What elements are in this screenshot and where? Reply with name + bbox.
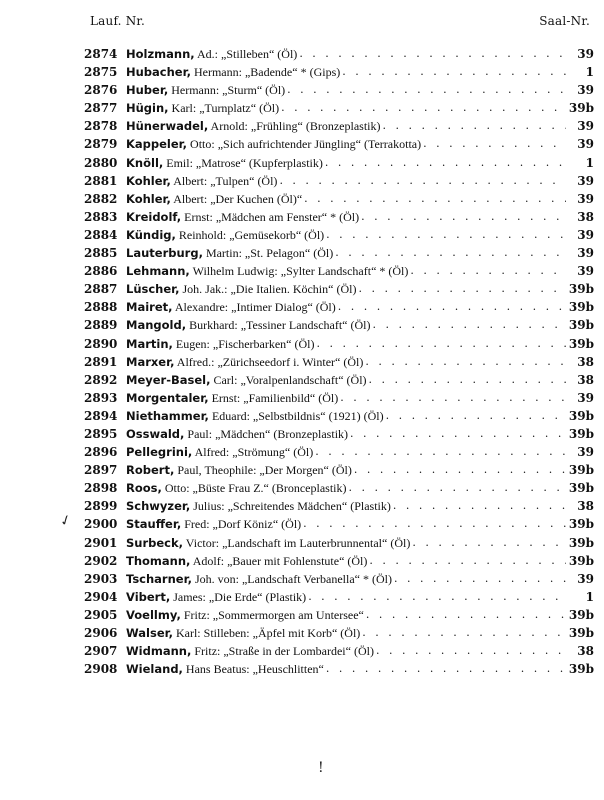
room-number: 39b bbox=[568, 463, 594, 478]
entry-body bbox=[126, 117, 568, 135]
entry-number: 2897 bbox=[84, 463, 118, 478]
entry-text bbox=[126, 81, 285, 99]
entry-text bbox=[126, 588, 306, 606]
artist-name: Surbeck, bbox=[126, 535, 184, 550]
artist-name: Martin, bbox=[126, 336, 173, 351]
entry-body bbox=[126, 624, 568, 642]
artist-name: Marxer, bbox=[126, 354, 175, 369]
entry-body bbox=[126, 335, 568, 353]
entry-number: 2892 bbox=[84, 372, 118, 387]
entry-body bbox=[126, 570, 568, 588]
artwork-description: Alfred: „Strömung“ (Öl) bbox=[192, 445, 314, 460]
list-item bbox=[84, 316, 594, 334]
artist-name: Osswald, bbox=[126, 426, 185, 441]
entry-text bbox=[126, 660, 324, 678]
leader-dots bbox=[361, 208, 566, 226]
entry-number: 2889 bbox=[84, 318, 118, 333]
artwork-description: Karl: Stilleben: „Äpfel mit Korb“ (Öl) bbox=[172, 626, 361, 640]
room-number: 39 bbox=[577, 47, 594, 61]
room-number: 39b bbox=[568, 535, 594, 550]
entry-number: 2908 bbox=[84, 662, 118, 677]
entry-number: 2907 bbox=[84, 644, 118, 659]
artwork-description: Carl: „Voralpenlandschaft“ (Öl) bbox=[210, 372, 367, 387]
entry-body bbox=[126, 425, 568, 443]
leader-dots bbox=[369, 371, 566, 389]
artist-name: Kreidolf, bbox=[126, 209, 182, 224]
entry-text bbox=[126, 642, 374, 660]
entry-number: 2902 bbox=[84, 553, 118, 568]
entry-number: 2879 bbox=[84, 137, 118, 152]
room-number: 39 bbox=[577, 571, 594, 586]
room-number: 39 bbox=[577, 137, 594, 152]
artwork-description: Martin: „St. Pelagon“ (Öl) bbox=[202, 246, 334, 261]
entry-number: 2882 bbox=[84, 191, 118, 206]
room-number: 38 bbox=[577, 499, 594, 514]
leader-dots bbox=[358, 280, 566, 298]
leader-dots bbox=[325, 154, 566, 172]
entry-text bbox=[126, 154, 323, 172]
room-number: 39 bbox=[577, 83, 594, 98]
list-item bbox=[84, 353, 594, 371]
room-number: 1 bbox=[585, 155, 594, 170]
artwork-description: Joh. Jak.: „Die Italien. Köchin“ (Öl) bbox=[179, 282, 357, 297]
list-item bbox=[84, 244, 594, 262]
entry-body bbox=[126, 407, 568, 425]
artwork-description: Arnold: „Frühling“ (Bronzeplastik) bbox=[208, 119, 381, 134]
list-item bbox=[84, 407, 594, 425]
room-number: 39b bbox=[568, 626, 594, 640]
list-item bbox=[84, 208, 594, 226]
entry-body bbox=[126, 154, 568, 172]
entry-text bbox=[126, 497, 391, 515]
entry-text bbox=[126, 479, 347, 497]
artist-name: Widmann, bbox=[126, 644, 192, 659]
leader-dots bbox=[304, 190, 566, 208]
leader-dots bbox=[362, 624, 566, 642]
entry-number: 2876 bbox=[84, 83, 118, 98]
entry-number: 2904 bbox=[84, 589, 118, 604]
artwork-description: Ernst: „Familienbild“ (Öl) bbox=[208, 390, 339, 405]
leader-dots bbox=[350, 425, 566, 443]
entry-number: 2890 bbox=[84, 336, 118, 351]
entry-number: 2898 bbox=[84, 481, 118, 496]
entry-body bbox=[126, 63, 568, 81]
entry-number: 2894 bbox=[84, 408, 118, 423]
entry-text bbox=[126, 190, 302, 208]
artist-name: Voellmy, bbox=[126, 607, 181, 622]
entry-number: 2880 bbox=[84, 155, 118, 170]
entry-body bbox=[126, 443, 568, 461]
artist-name: Vibert, bbox=[126, 589, 171, 604]
entry-text bbox=[126, 570, 392, 588]
entry-text bbox=[126, 425, 348, 443]
entry-text bbox=[126, 443, 313, 461]
list-item bbox=[84, 190, 594, 208]
artist-name: Stauffer, bbox=[126, 517, 182, 532]
entry-body bbox=[126, 280, 568, 298]
room-number: 39 bbox=[577, 119, 594, 134]
artwork-description: Paul: „Mädchen“ (Bronzeplastik) bbox=[184, 426, 349, 441]
list-item bbox=[84, 660, 594, 678]
room-number: 39b bbox=[568, 101, 594, 116]
entry-body bbox=[126, 81, 568, 99]
list-item bbox=[84, 81, 594, 99]
entry-body bbox=[126, 135, 568, 153]
entry-body bbox=[126, 642, 568, 660]
room-number: 38 bbox=[577, 354, 594, 369]
entry-number: 2901 bbox=[84, 535, 118, 550]
artist-name: Mairet, bbox=[126, 300, 173, 315]
list-item bbox=[84, 154, 594, 172]
list-item bbox=[84, 135, 594, 153]
artwork-description: Reinhold: „Gemüsekorb“ (Öl) bbox=[175, 227, 325, 242]
artist-name: Morgentaler, bbox=[126, 390, 209, 405]
list-item bbox=[84, 172, 594, 190]
room-number: 38 bbox=[577, 644, 594, 659]
entry-number: 2887 bbox=[84, 282, 118, 297]
entry-number: 2893 bbox=[84, 390, 118, 405]
entry-number: 2878 bbox=[84, 119, 118, 134]
artist-name: Mangold, bbox=[126, 318, 187, 333]
entry-body bbox=[126, 588, 568, 606]
artwork-description: Burkhard: „Tessiner Landschaft“ (Öl) bbox=[186, 318, 371, 333]
artwork-description: James: „Die Erde“ (Plastik) bbox=[170, 589, 307, 604]
list-item bbox=[84, 497, 594, 515]
room-number: 39b bbox=[568, 318, 594, 333]
entry-text bbox=[126, 226, 324, 244]
entry-body bbox=[126, 461, 568, 479]
list-item bbox=[84, 443, 594, 461]
artwork-description: Hermann: „Badende“ * (Gips) bbox=[190, 65, 341, 80]
entry-body bbox=[126, 479, 568, 497]
artist-name: Huber, bbox=[126, 83, 169, 98]
list-item bbox=[84, 515, 594, 533]
room-number: 39 bbox=[577, 390, 594, 405]
artwork-description: Eduard: „Selbstbildnis“ (1921) (Öl) bbox=[208, 408, 384, 423]
artist-name: Hubacher, bbox=[126, 65, 191, 80]
artist-name: Niethammer, bbox=[126, 408, 209, 423]
room-number: 39 bbox=[577, 246, 594, 261]
artist-name: Thomann, bbox=[126, 553, 191, 568]
artist-name: Kündig, bbox=[126, 227, 176, 242]
page-footer-mark: ! bbox=[318, 760, 324, 776]
artist-name: Knöll, bbox=[126, 155, 164, 170]
leader-dots bbox=[340, 389, 566, 407]
leader-dots bbox=[287, 81, 566, 99]
leader-dots bbox=[349, 479, 567, 497]
artist-name: Kohler, bbox=[126, 173, 171, 188]
list-item bbox=[84, 552, 594, 570]
artwork-description: Ernst: „Mädchen am Fenster“ * (Öl) bbox=[181, 209, 360, 224]
leader-dots bbox=[423, 135, 566, 153]
entry-number: 2888 bbox=[84, 300, 118, 315]
entry-text bbox=[126, 552, 367, 570]
artwork-description: Eugen: „Fischerbarken“ (Öl) bbox=[172, 336, 315, 351]
artwork-description: Hans Beatus: „Heuschlitten“ bbox=[182, 662, 324, 677]
header-saal-nr: Saal-Nr. bbox=[539, 14, 590, 28]
entry-body bbox=[126, 45, 568, 63]
artist-name: Robert, bbox=[126, 463, 175, 478]
entry-list bbox=[84, 45, 594, 678]
entry-text bbox=[126, 389, 338, 407]
entry-number: 2903 bbox=[84, 571, 118, 586]
artist-name: Hünerwadel, bbox=[126, 119, 209, 134]
artwork-description: Ad.: „Stilleben“ (Öl) bbox=[194, 47, 298, 61]
list-item bbox=[84, 534, 594, 552]
artist-name: Lehmann, bbox=[126, 264, 190, 279]
entry-body bbox=[126, 316, 568, 334]
entry-number: 2896 bbox=[84, 445, 118, 460]
room-number: 39b bbox=[568, 336, 594, 351]
artwork-description: Alfred.: „Zürichseedorf i. Winter“ (Öl) bbox=[174, 354, 364, 369]
leader-dots bbox=[299, 45, 566, 63]
list-item bbox=[84, 63, 594, 81]
entry-text bbox=[126, 606, 364, 624]
room-number: 39 bbox=[577, 227, 594, 242]
entry-body bbox=[126, 552, 568, 570]
entry-body bbox=[126, 298, 568, 316]
entry-number: 2881 bbox=[84, 173, 118, 188]
entry-body bbox=[126, 172, 568, 190]
entry-body bbox=[126, 262, 568, 280]
entry-text bbox=[126, 461, 352, 479]
list-item bbox=[84, 389, 594, 407]
room-number: 39b bbox=[568, 300, 594, 315]
leader-dots bbox=[338, 298, 566, 316]
room-number: 39b bbox=[568, 662, 594, 677]
entry-body bbox=[126, 226, 568, 244]
entry-number: 2906 bbox=[84, 626, 118, 640]
entry-body bbox=[126, 660, 568, 678]
artwork-description: Hermann: „Sturm“ (Öl) bbox=[168, 83, 286, 98]
artwork-description: Paul, Theophile: „Der Morgen“ (Öl) bbox=[174, 463, 352, 478]
entry-text bbox=[126, 172, 277, 190]
entry-text bbox=[126, 371, 367, 389]
leader-dots bbox=[335, 244, 566, 262]
entry-number: 2899 bbox=[84, 499, 118, 514]
leader-dots bbox=[383, 117, 566, 135]
artist-name: Kappeler, bbox=[126, 137, 188, 152]
entry-text bbox=[126, 515, 301, 533]
entry-text bbox=[126, 353, 363, 371]
room-number: 39b bbox=[568, 426, 594, 441]
entry-body bbox=[126, 371, 568, 389]
entry-number: 2874 bbox=[84, 47, 118, 61]
entry-text bbox=[126, 63, 340, 81]
room-number: 39b bbox=[568, 481, 594, 496]
entry-text bbox=[126, 117, 381, 135]
leader-dots bbox=[342, 63, 566, 81]
entry-body bbox=[126, 190, 568, 208]
entry-number: 2885 bbox=[84, 246, 118, 261]
entry-text bbox=[126, 624, 360, 642]
entry-text bbox=[126, 135, 421, 153]
artist-name: Meyer-Basel, bbox=[126, 372, 211, 387]
list-item bbox=[84, 262, 594, 280]
room-number: 39b bbox=[568, 517, 594, 532]
room-number: 38 bbox=[577, 372, 594, 387]
entry-number: 2905 bbox=[84, 607, 118, 622]
artwork-description: Karl: „Turnplatz“ (Öl) bbox=[168, 101, 280, 116]
entry-text bbox=[126, 208, 359, 226]
leader-dots bbox=[394, 570, 566, 588]
leader-dots bbox=[326, 660, 566, 678]
artwork-description: Fritz: „Sommermorgen am Untersee“ bbox=[180, 607, 364, 622]
room-number: 39b bbox=[568, 282, 594, 297]
entry-body bbox=[126, 515, 568, 533]
room-number: 39 bbox=[577, 445, 594, 460]
artwork-description: Albert: „Der Kuchen (Öl)“ bbox=[170, 191, 303, 206]
artwork-description: Victor: „Landschaft im Lauterbrunnental“ (Öl) bbox=[183, 535, 411, 550]
leader-dots bbox=[281, 99, 566, 117]
artwork-description: Adolf: „Bauer mit Fohlenstute“ (Öl) bbox=[190, 553, 368, 568]
artist-name: Tscharner, bbox=[126, 571, 192, 586]
entry-text bbox=[126, 280, 356, 298]
entry-text bbox=[126, 262, 408, 280]
room-number: 39b bbox=[568, 553, 594, 568]
list-item bbox=[84, 280, 594, 298]
artwork-description: Alexandre: „Intimer Dialog“ (Öl) bbox=[172, 300, 336, 315]
margin-check-mark: ✓ bbox=[57, 511, 75, 531]
entry-number: 2891 bbox=[84, 354, 118, 369]
artwork-description: Fritz: „Straße in der Lombardei“ (Öl) bbox=[191, 644, 374, 659]
list-item bbox=[84, 461, 594, 479]
leader-dots bbox=[410, 262, 566, 280]
list-item bbox=[84, 588, 594, 606]
header-lauf-nr: Lauf. Nr. bbox=[90, 14, 146, 28]
entry-number: 2886 bbox=[84, 264, 118, 279]
leader-dots bbox=[354, 461, 566, 479]
entry-body bbox=[126, 353, 568, 371]
entry-body bbox=[126, 208, 568, 226]
entry-text bbox=[126, 407, 384, 425]
list-item bbox=[84, 606, 594, 624]
room-number: 39 bbox=[577, 173, 594, 188]
artist-name: Lüscher, bbox=[126, 282, 180, 297]
artwork-description: Julius: „Schreitendes Mädchen“ (Plastik) bbox=[190, 499, 391, 514]
leader-dots bbox=[279, 172, 566, 190]
artwork-description: Otto: „Sich aufrichtender Jüngling“ (Terrakotta) bbox=[187, 137, 422, 152]
room-number: 39b bbox=[568, 408, 594, 423]
entry-number: 2884 bbox=[84, 227, 118, 242]
entry-number: 2895 bbox=[84, 426, 118, 441]
artist-name: Holzmann, bbox=[126, 47, 195, 61]
entry-text bbox=[126, 316, 371, 334]
list-item bbox=[84, 335, 594, 353]
room-number: 39 bbox=[577, 264, 594, 279]
artwork-description: Fred: „Dorf Köniz“ (Öl) bbox=[181, 517, 302, 532]
room-number: 1 bbox=[585, 589, 594, 604]
room-number: 38 bbox=[577, 209, 594, 224]
artist-name: Pellegrini, bbox=[126, 445, 193, 460]
entry-body bbox=[126, 99, 568, 117]
artist-name: Wieland, bbox=[126, 662, 183, 677]
list-item bbox=[84, 298, 594, 316]
leader-dots bbox=[376, 642, 566, 660]
entry-number: 2877 bbox=[84, 101, 118, 116]
artwork-description: Joh. von: „Landschaft Verbanella“ * (Öl) bbox=[191, 571, 392, 586]
artist-name: Walser, bbox=[126, 626, 173, 640]
list-item bbox=[84, 45, 594, 63]
entry-body bbox=[126, 244, 568, 262]
artist-name: Kohler, bbox=[126, 191, 171, 206]
room-number: 39 bbox=[577, 191, 594, 206]
leader-dots bbox=[373, 316, 566, 334]
leader-dots bbox=[315, 443, 566, 461]
leader-dots bbox=[303, 515, 566, 533]
artist-name: Hügin, bbox=[126, 101, 169, 116]
list-item bbox=[84, 642, 594, 660]
leader-dots bbox=[393, 497, 566, 515]
entry-number: 2883 bbox=[84, 209, 118, 224]
entry-body bbox=[126, 534, 568, 552]
room-number: 1 bbox=[585, 65, 594, 80]
artwork-description: Wilhelm Ludwig: „Sylter Landschaft“ * (Öl) bbox=[189, 264, 409, 279]
artist-name: Schwyzer, bbox=[126, 499, 191, 514]
list-item bbox=[84, 226, 594, 244]
list-item bbox=[84, 425, 594, 443]
entry-text bbox=[126, 99, 279, 117]
leader-dots bbox=[326, 226, 566, 244]
list-item bbox=[84, 570, 594, 588]
list-item bbox=[84, 117, 594, 135]
artwork-description: Otto: „Büste Frau Z.“ (Bronceplastik) bbox=[161, 481, 347, 496]
leader-dots bbox=[366, 606, 566, 624]
leader-dots bbox=[369, 552, 566, 570]
entry-text bbox=[126, 298, 336, 316]
artist-name: Lauterburg, bbox=[126, 246, 203, 261]
entry-number: 2900 bbox=[84, 517, 118, 532]
artist-name: Roos, bbox=[126, 481, 162, 496]
leader-dots bbox=[308, 588, 566, 606]
entry-body bbox=[126, 497, 568, 515]
entry-body bbox=[126, 606, 568, 624]
list-item bbox=[84, 479, 594, 497]
list-item bbox=[84, 99, 594, 117]
entry-text bbox=[126, 534, 410, 552]
artwork-description: Albert: „Tulpen“ (Öl) bbox=[170, 173, 278, 188]
artwork-description: Emil: „Matrose“ (Kupferplastik) bbox=[163, 155, 323, 170]
entry-text bbox=[126, 45, 297, 63]
leader-dots bbox=[412, 534, 566, 552]
entry-text bbox=[126, 244, 333, 262]
leader-dots bbox=[365, 353, 566, 371]
leader-dots bbox=[316, 335, 566, 353]
entry-text bbox=[126, 335, 314, 353]
list-item bbox=[84, 371, 594, 389]
leader-dots bbox=[386, 407, 566, 425]
room-number: 39b bbox=[568, 607, 594, 622]
list-item bbox=[84, 624, 594, 642]
entry-number: 2875 bbox=[84, 65, 118, 80]
entry-body bbox=[126, 389, 568, 407]
